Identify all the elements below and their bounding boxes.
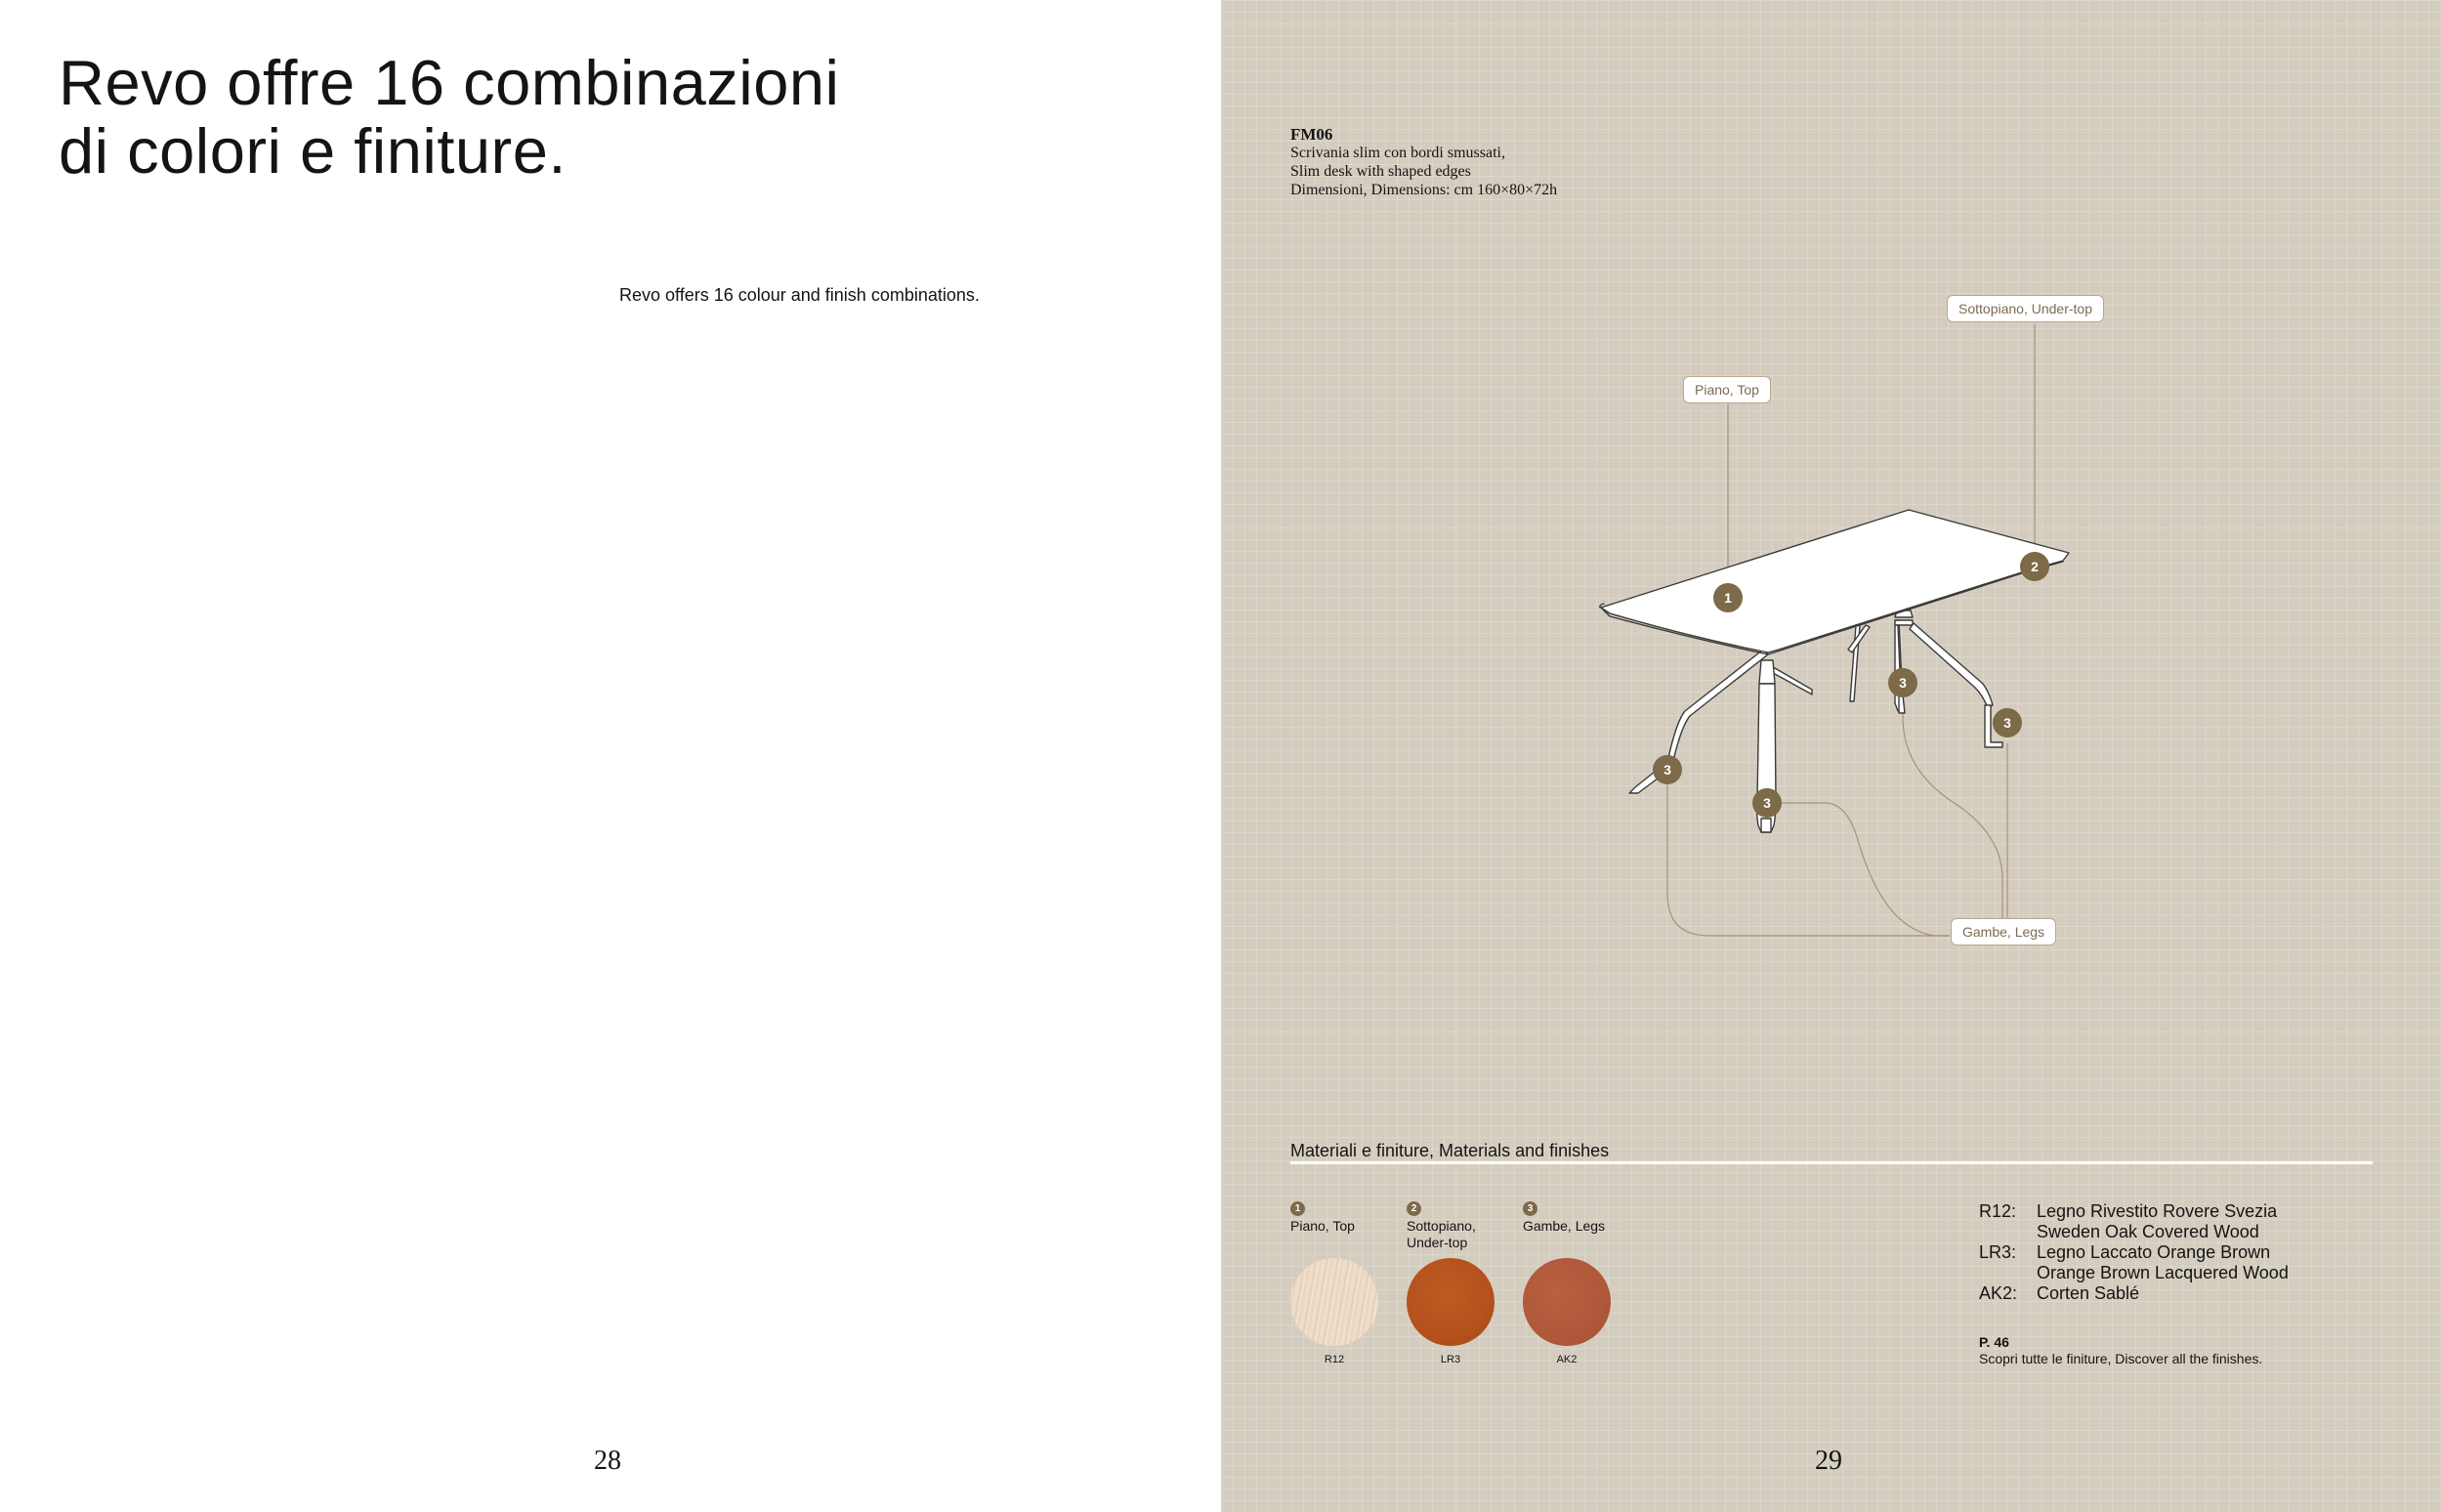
right-page: [1221, 0, 2442, 1512]
marker-under-top: [2020, 552, 2049, 581]
legend-code: R12:: [1979, 1201, 2017, 1221]
swatch-ak2: [1523, 1258, 1611, 1346]
callout-under-top: Sottopiano, Under-top: [1947, 295, 2104, 322]
svg-text:1: 1: [1724, 590, 1732, 606]
marker-legs-1: [1653, 755, 1682, 784]
svg-text:2: 2: [2031, 559, 2039, 574]
legend-code: AK2:: [1979, 1283, 2018, 1303]
swatch-column-top: [1290, 1198, 1398, 1235]
materials-title: Materiali e finiture, Materials and finishes: [1290, 1141, 1610, 1160]
svg-text:3: 3: [1763, 795, 1771, 811]
marker-top: [1713, 583, 1743, 612]
marker-legs-4: [1993, 708, 2022, 737]
swatch-label-top: Piano, Top: [1290, 1218, 1355, 1234]
svg-text:3: 3: [1663, 762, 1671, 777]
legend-text: Legno Laccato Orange Brown: [2037, 1242, 2271, 1262]
finish-legend: [1979, 1201, 2289, 1304]
swatch-label-under-top: Sottopiano, Under-top: [1407, 1218, 1476, 1250]
callout-legs: Gambe, Legs: [1951, 918, 2056, 945]
swatch-number-top: 1: [1290, 1201, 1305, 1216]
headline: [59, 49, 839, 186]
marker-legs-2: [1752, 788, 1782, 818]
product-description-en: Slim desk with shaped edges: [1290, 163, 1471, 180]
legend-text: Orange Brown Lacquered Wood: [2037, 1263, 2289, 1282]
swatch-number-legs: 3: [1523, 1201, 1537, 1216]
swatch-code-r12: R12: [1324, 1354, 1345, 1365]
legend-row-r12: [1979, 1201, 2289, 1242]
legend-text: Corten Sablé: [2037, 1283, 2140, 1303]
product-dimensions: Dimensioni, Dimensions: cm 160×80×72h: [1290, 182, 1558, 198]
page-number-right: 29: [1815, 1446, 1842, 1476]
svg-text:3: 3: [1899, 675, 1907, 691]
legend-text: Legno Rivestito Rovere Svezia: [2037, 1201, 2278, 1221]
materials-divider: [1290, 1161, 2373, 1164]
product-code: FM06: [1290, 125, 1333, 144]
callout-top: Piano, Top: [1683, 376, 1771, 403]
finishes-reference: [1979, 1334, 2262, 1367]
swatch-lr3: [1407, 1258, 1495, 1346]
swatch-column-under-top: [1407, 1198, 1514, 1251]
reference-page: P. 46: [1979, 1334, 2009, 1350]
reference-text: Scopri tutte le finiture, Discover all the finishes.: [1979, 1351, 2263, 1366]
legend-row-ak2: [1979, 1283, 2289, 1304]
legend-text: Sweden Oak Covered Wood: [2037, 1222, 2259, 1241]
legend-code: LR3:: [1979, 1242, 2017, 1262]
page-number-left: 28: [594, 1446, 621, 1476]
swatch-r12: [1290, 1258, 1378, 1346]
swatch-number-under-top: 2: [1407, 1201, 1421, 1216]
marker-legs-3: [1888, 668, 1917, 697]
swatch-column-legs: [1523, 1198, 1630, 1235]
product-description-it: Scrivania slim con bordi smussati,: [1290, 145, 1505, 161]
swatch-code-ak2: AK2: [1556, 1354, 1578, 1365]
headline-line-2: di colori e finiture.: [59, 115, 567, 187]
svg-text:3: 3: [2003, 715, 2011, 731]
headline-line-1: Revo offre 16 combinazioni: [59, 47, 840, 118]
swatch-code-lr3: LR3: [1440, 1354, 1461, 1365]
swatch-label-legs: Gambe, Legs: [1523, 1218, 1606, 1234]
legend-row-lr3: [1979, 1242, 2289, 1283]
subline: Revo offers 16 colour and finish combinations.: [619, 285, 980, 305]
